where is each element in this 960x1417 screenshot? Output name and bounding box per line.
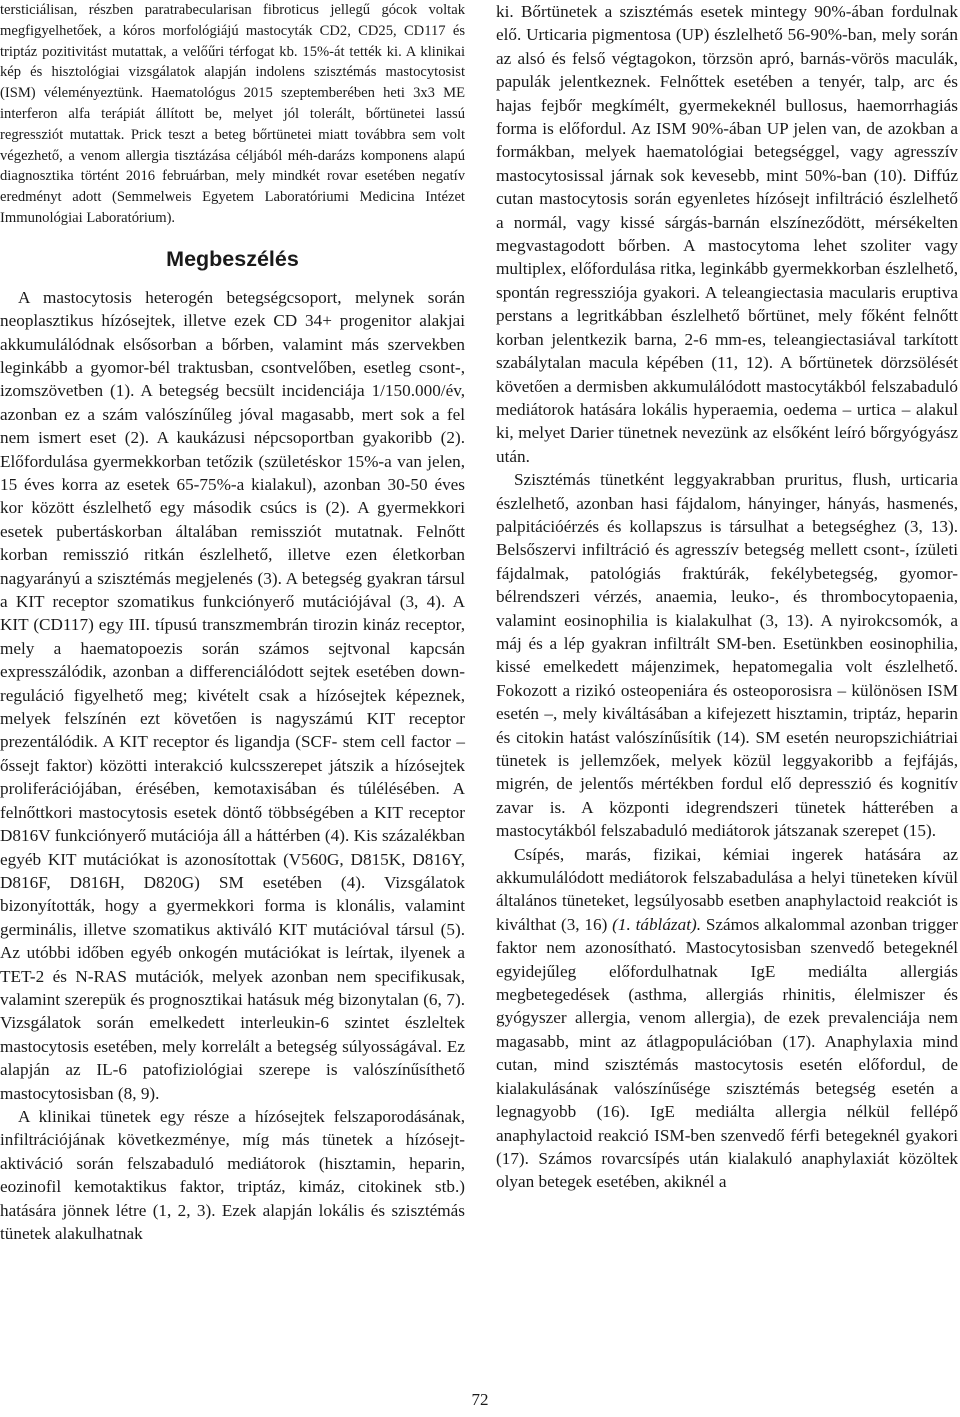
body-paragraph: ki. Bőrtünetek a szisztémás esetek mintegy 90%-ában fordulnak elő. Urticaria pigmentosa (UP) észlelhető 56-90%-ban, mely során az alsó és felső végtagokon, törzsön apró, barnás-vörös maculák, papulák jelentkeznek. Felnőttek esetében a tenyér, talp, arc és hajas fejbőr megkímélt, gyermekeknél bullosus, haemorrhagiás forma is előfordul. Az ISM 90%-ában UP jelen van, de azokban a formákban, melyek haematológiai betegséggel, vagy agresszív mastocytosissal járnak sok kevesebb, mint 50%-ban (10). Diffúz cutan mastocytosis során egyenletes hízósejt infiltráció észlelhető a normál, vagy kissé sárgás-barnán elszíneződött, mérsékelten megvastagodott bőrben. A mastocytoma lehet szoliter vagy multiplex, előfordulása ritka, leginkább gyermekkorban észlelhető, spontán regressziója gyakori. A teleangiectasia macularis eruptiva perstans a legritkábban észlelhető bőrtünet, mely főként felnőtt korban jelentkezik barna, 2-6 mm-es, teleangiectasiával tarkított szabálytalan macula képében (11, 12). A bőrtünetek dörzsölését követően a dermisben akkumulálódott mastocytákból felszabaduló mediátorok hatására lokális hyperaemia, oedema – urtica – alakul ki, melyet Darier tünetnek nevezünk az elsőként leíró bőrgyógyász után. <box>496 2 958 466</box>
right-column <box>496 0 958 1194</box>
body-paragraph: A mastocytosis heterogén betegségcsoport, melynek során neoplasztikus hízósejtek, illetve ezek CD 34+ progenitor alakjai akkumulálódnak elsősorban a bőrben, valamint más szervekben leginkább a gyomor-bél traktusban, csontvelőben, esetleg csont-, izomszövetben (1). A betegség becsült incidenciája 1/150.000/év, azonban ez a szám valószínűleg jóval magasabb, mert sok a fel nem ismert eset (2). A kaukázusi népcsoportban gyakoribb (2). Előfordulása gyermekkorban tetőzik (születéskor 15%-a van jelen, 15 éves korra az esetek 65-75%-a kialakul), azonban 30-50 éves kor között észlelhető egy második csúcs is (2). A gyermekkori esetek pubertáskorban általában remissziót mutatnak. Felnőtt korban remisszió ritkán észlelhető, illetve ezen életkorban nagyarányú a szisztémás megjelenés (3). A betegség gyakran társul a KIT receptor szomatikus funkciónyerő mutációjával (3, 4). A KIT (CD117) egy III. típusú transzmembrán tirozin kináz receptor, mely a haematopoezis során számos sejtvonal kapcsán expresszálódik, azonban a differenciálódott sejtek esetében down-reguláció figyelhető meg; kivételt csak a hízósejtek képeznek, melyek felszínén ezt követően is nagyszámú KIT receptor prezentálódik. A KIT receptor és ligandja (SCF- stem cell factor – őssejt faktor) közötti interakció kulcsszerepet játszik a hízósejtek proliferációjában, érésében, kemotaxisában és túlélésében. A felnőttkori mastocytosis esetek döntő többségében a KIT receptor D816V funkciónyerő mutációja áll a háttérben (4). Kis százalékban egyéb KIT mutációkat is azonosítottak (V560G, D815K, D816Y, D816F, D816H, D820G) SM esetében (4). Vizsgálatok bizonyították, hogy a gyermekkori forma is klonális, valamint germinális, illetve szomatikus aktiváló KIT mutációval társul (5). Az utóbbi időben egyéb onkogén mutációkat is leírtak, ilyenek a TET-2 és N-RAS mutációk, melyek azonban nem specifikusak, valamint szerepük és prognosztikai hatásuk még bizonytalan (6, 7). Vizsgálatok során emelkedett interleukin-6 szintet észleltek mastocytosis esetében, mely korrelált a betegség súlyosságával. Ez alapján az IL-6 patofiziológiai szerepe is valószínűsíthető mastocytosisban (8, 9). <box>0 287 465 1103</box>
left-column <box>0 0 465 1245</box>
section-heading: Megbeszélés <box>166 246 299 271</box>
table-reference: (1. táblázat). <box>612 914 702 934</box>
body-paragraph <box>496 843 958 1194</box>
case-report-paragraph: tersticiálisan, részben paratrabecularisan fibroticus jellegű gócok voltak megfigyelhetőek, a kóros morfológiájú mastocyták CD2, CD25, CD117 és triptáz pozitivitást mutattak, a velőűri térfogat kb. 15%-át tették ki. A klinikai kép és hisztológiai vizsgálatok alapján indolens szisztémás mastocytosist (ISM) véleményeztünk. Haematológus 2015 szeptemberében heti 3x3 ME interferon alfa terápiát állított be, melyet jól tolerált, bőrtünetei lassú regressziót mutattak. Prick teszt a beteg bőrtünetei miatt továbbra sem volt végezhető, a venom allergia tisztázása céljából méh-darázs komponens alapú diagnosztika történt 2016 februárban, mely mindkét rovar esetében negatív eredményt adott (Semmelweis Egyetem Laboratóriumi Medicina Intézet Immunológiai Laboratórium). <box>0 2 465 226</box>
page-number: 72 <box>471 1390 489 1409</box>
body-paragraph: A klinikai tünetek egy része a hízósejtek felszaporodásának, infiltrációjának következménye, míg más tünetek a hízósejt-aktiváció során felszabaduló mediátorok (hisztamin, heparin, eozinofil kemotaktikus faktor, triptáz, kimáz, citokinek stb.) hatására jönnek létre (1, 2, 3). Ezek alapján lokális és szisztémás tünetek alakulhatnak <box>0 1106 465 1244</box>
paragraph-text: Számos alkalommal azonban trigger faktor nem azonosítható. Mastocytosisban szenvedő betegeknél egyidejűleg előfordulhatnak IgE mediálta allergiás megbetegedések (asthma, allergiás rhinitis, élelmiszer és gyógyszer allergia, venom allergia), de ezek prevalenciája nem magasabb, mint az átlagpopulációban (17). Anaphylaxia mind cutan, mind szisztémás mastocytosis esetén előfordul, de kialakulásának valószínűsége szisztémás betegség esetén a legnagyobb (16). IgE mediálta allergia nélkül fellépő anaphylactoid reakció ISM-ben szenvedő férfi betegeknél gyakori (17). Számos rovarcsípés után kialakuló anaphylaxiát közöltek olyan betegek esetében, akiknél a <box>496 914 958 1192</box>
paragraph-text: Csípés, marás, fizikai, kémiai ingerek hatására az akkumulálódott mediátorok felszabadulása a helyi tüneteken kívül általános tüneteket, legsúlyosabb esetben anaphylactoid reakciót is kiválthat (3, 16) <box>496 844 958 934</box>
body-paragraph: Szisztémás tünetként leggyakrabban pruritus, flush, urticaria észlelhető, azonban hasi fájdalom, hányinger, hányás, hasmenés, palpitációérzés és kollapszus is társulhat a betegséghez (3, 13). Belsőszervi infiltráció és agresszív betegség mellett csont-, ízületi fájdalmak, patológiás fraktúrák, fekélybetegség, gyomor-bélrendszeri vérzés, anaemia, leuko-, és thrombocytopaenia, valamint eosinophilia is kialakulhat (3, 13). A nyirokcsomók, a máj és a lép gyakran infiltrált SM-ben. Esetünkben eosinophilia, kissé emelkedett májenzimek, hepatomegalia volt észlelhető. Fokozott a rizikó osteopeniára és osteoporosisra – különösen ISM esetén –, mely kiváltásában a kifejezett hisztamin, triptáz, heparin és citokin hatást valószínűsítik (14). SM esetén neuropszichiátriai tünetek is jellemzőek, melyek közül leggyakoribb a fejfájás, migrén, de jelentős mértékben fordul elő depresszió és kognitív zavar is. A központi idegrendszeri tünetek hátterében a mastocytákból felszabaduló mediátorok játszanak szerepet (15). <box>496 470 958 841</box>
